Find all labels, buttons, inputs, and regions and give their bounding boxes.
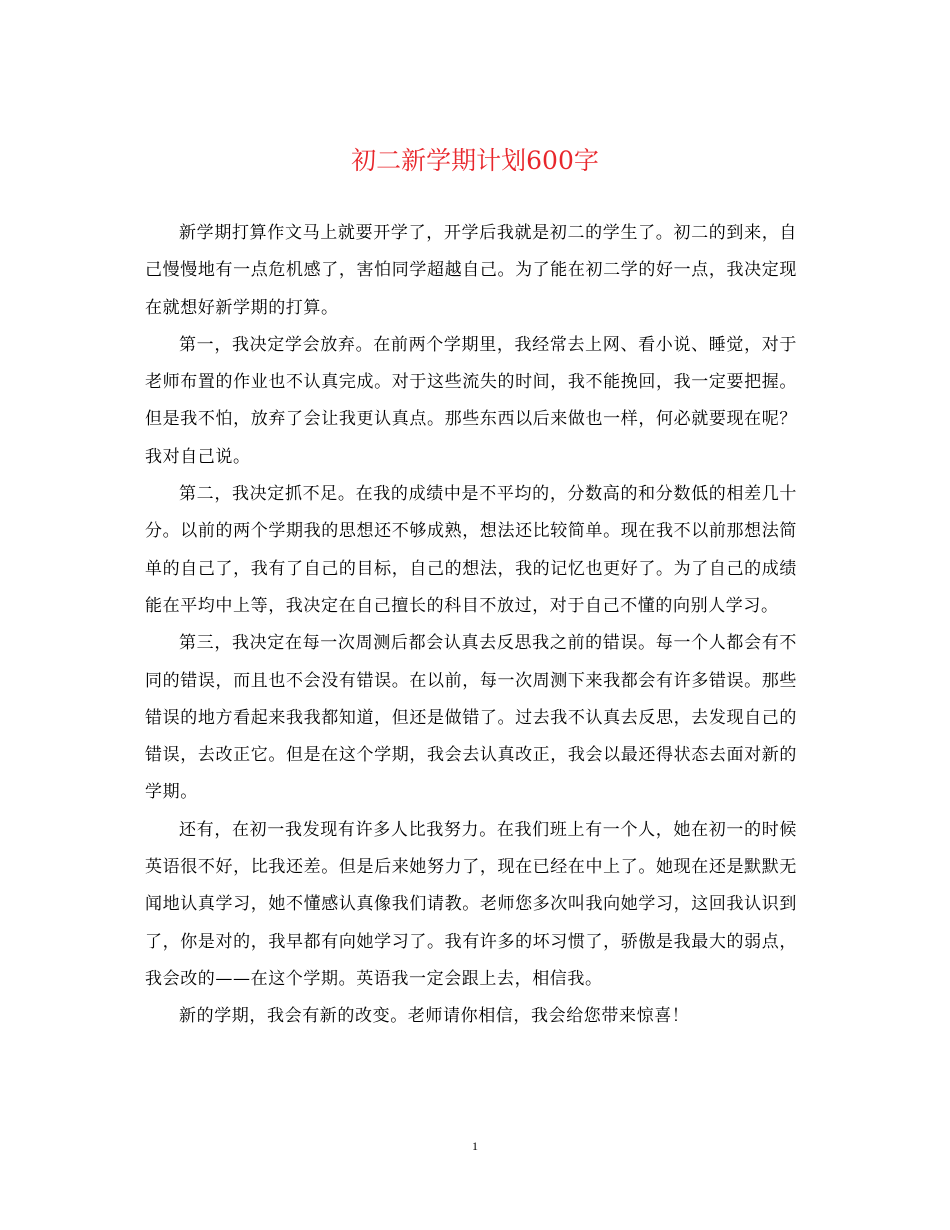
paragraph-first-point: 第一，我决定学会放弃。在前两个学期里，我经常去上网、看小说、睡觉，对于老师布置的作业也不认真完成。对于这些流失的时间，我不能挽回，我一定要把握。但是我不怕，放弃了会让我更认真点。那些东西以后来做也一样，何必就要现在呢？我对自己说。 xyxy=(145,334,797,467)
paragraph-second-point: 第二，我决定抓不足。在我的成绩中是不平均的，分数高的和分数低的相差几十分。以前的两个学期我的思想还不够成熟，想法还比较简单。现在我不以前那想法简单的自己了，我有了自己的目标，自己的想法，我的记忆也更好了。为了自己的成绩能在平均中上等，我决定在自己擅长的科目不放过，对于自己不懂的向别人学习。 xyxy=(145,484,797,616)
paragraph-intro: 新学期打算作文马上就要开学了，开学后我就是初二的学生了。初二的到来，自己慢慢地有一点危机感了，害怕同学超越自己。为了能在初二学的好一点，我决定现在就想好新学期的打算。 xyxy=(145,223,797,318)
document-body xyxy=(145,215,797,1036)
document-title: 初二新学期计划600字 xyxy=(351,146,599,175)
page-number: 1 xyxy=(472,1139,478,1153)
paragraph-conclusion: 新的学期，我会有新的改变。老师请你相信，我会给您带来惊喜！ xyxy=(179,1006,690,1027)
paragraph-third-point: 第三，我决定在每一次周测后都会认真去反思我之前的错误。每一个人都会有不同的错误，而且也不会没有错误。在以前，每一次周测下来我都会有许多错误。那些错误的地方看起来我我都知道，但还是做错了。过去我不认真去反思，去发现自己的错误，去改正它。但是在这个学期，我会去认真改正，我会以最还得状态去面对新的学期。 xyxy=(145,633,797,803)
paragraph-additional-point: 还有，在初一我发现有许多人比我努力。在我们班上有一个人，她在初一的时候英语很不好，比我还差。但是后来她努力了，现在已经在中上了。她现在还是默默无闻地认真学习，她不懂感认真像我们请教。老师您多次叫我向她学习，这回我认识到了，你是对的，我早都有向她学习了。我有许多的坏习惯了，骄傲是我最大的弱点，我会改的——在这个学期。英语我一定会跟上去，相信我。 xyxy=(145,819,797,989)
